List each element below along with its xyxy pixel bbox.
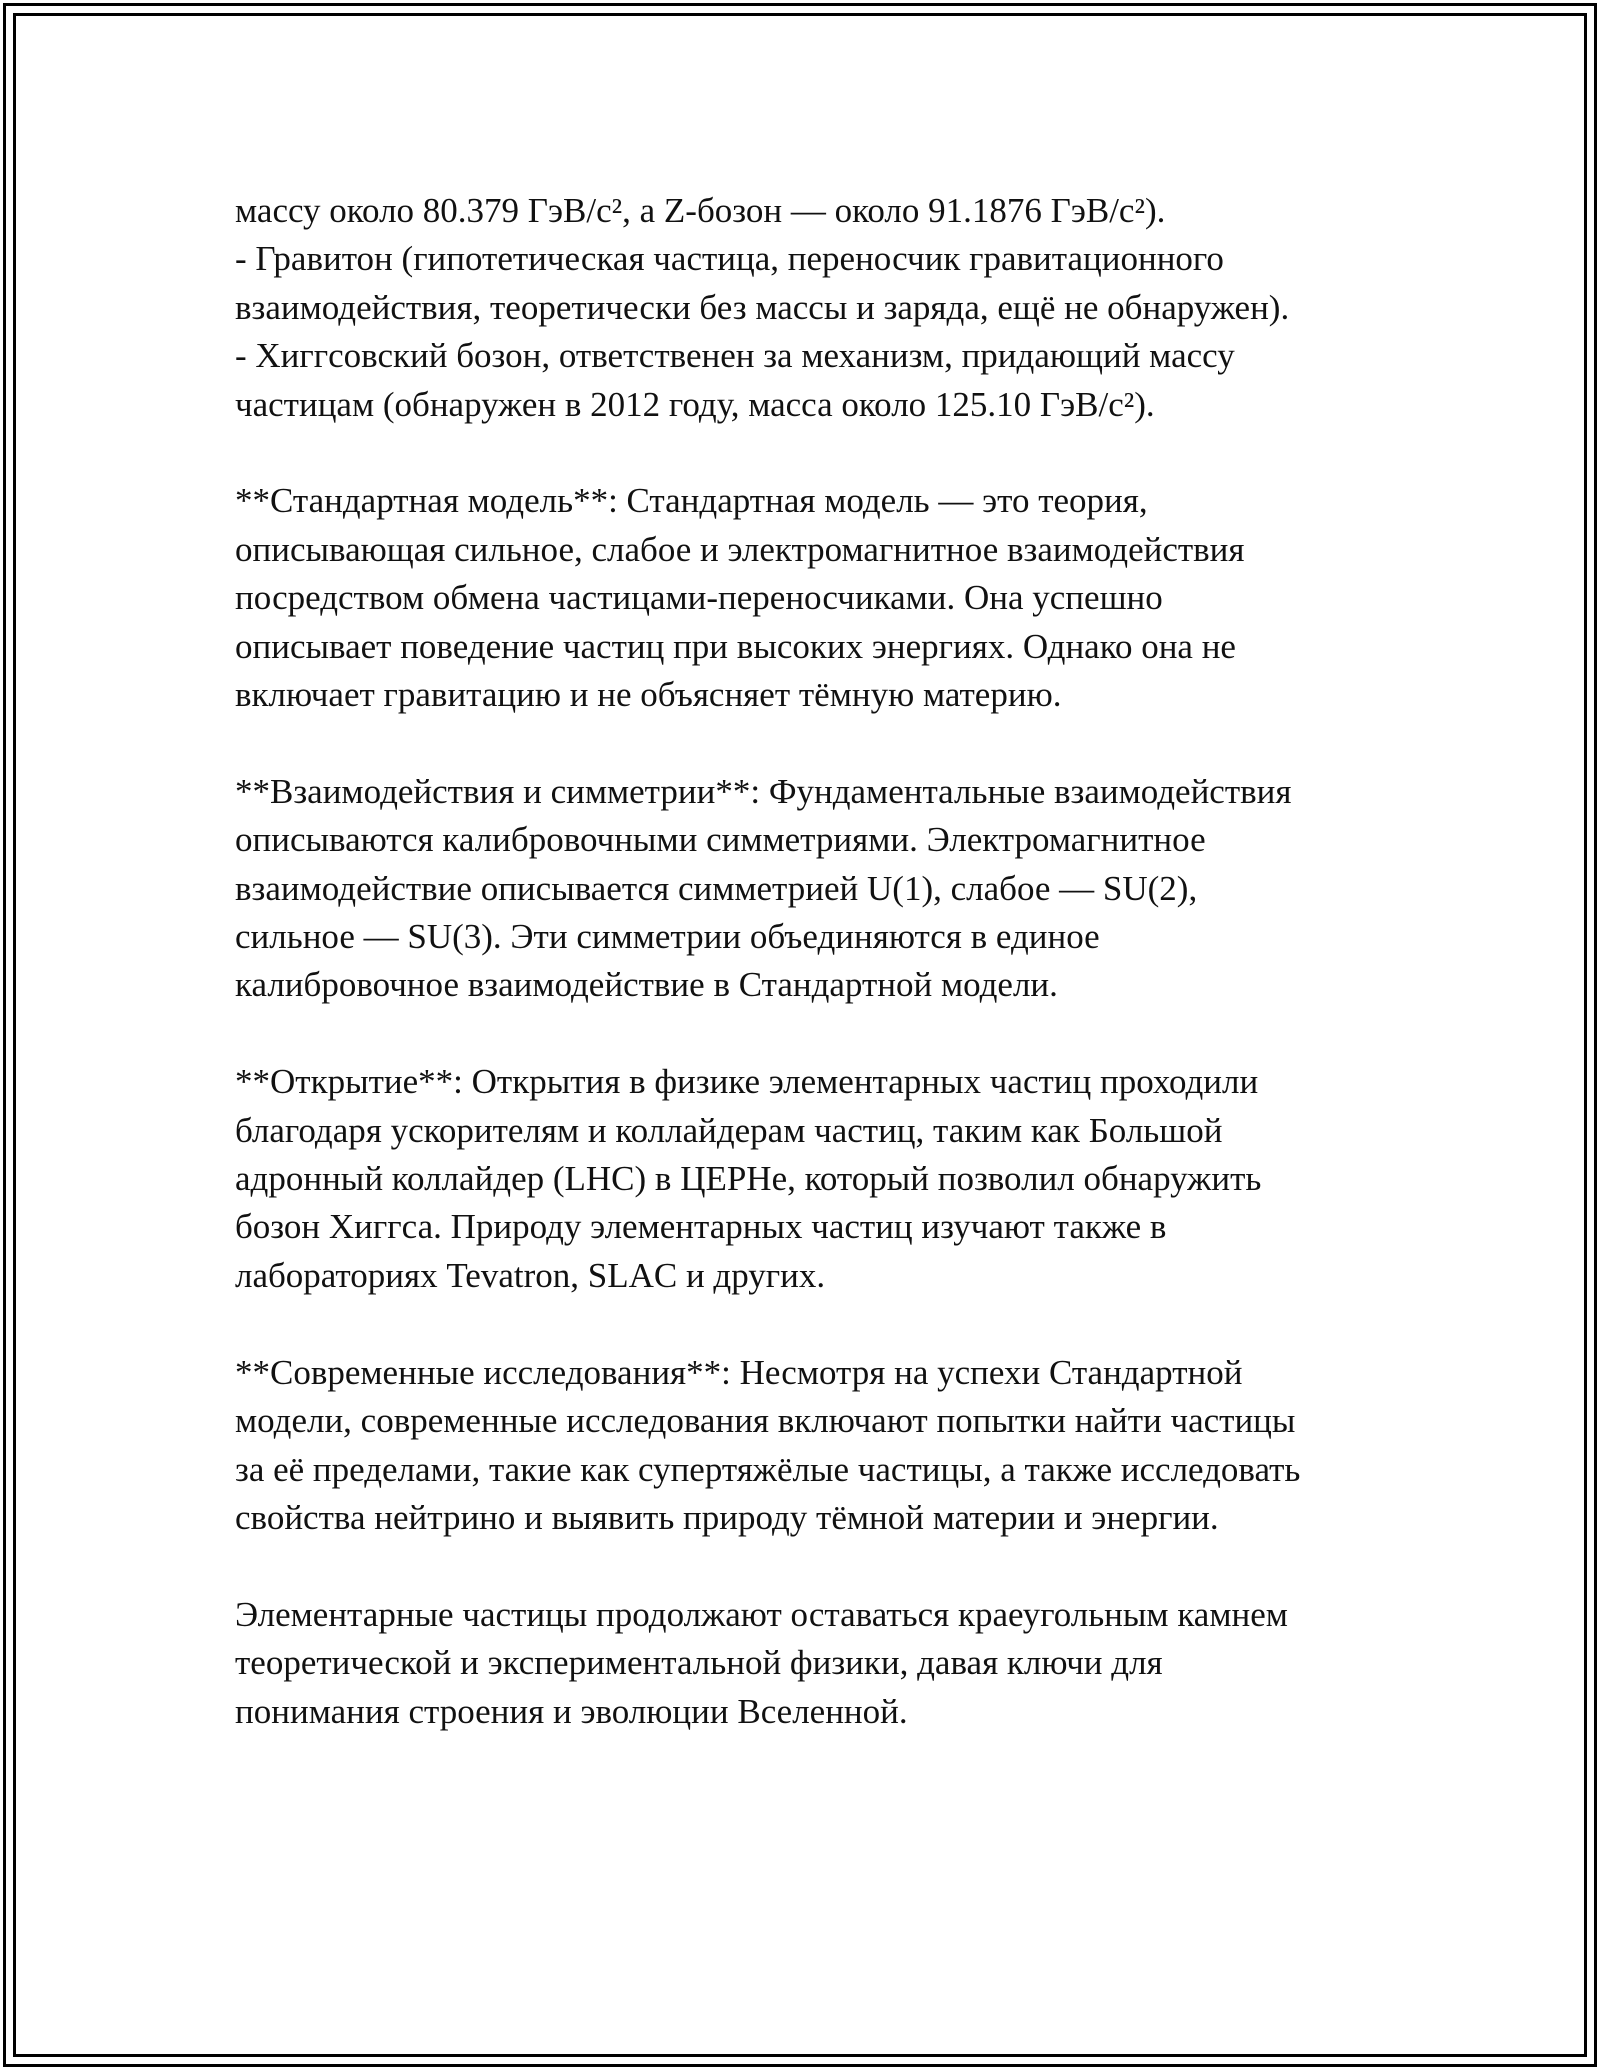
- text-line: описывает поведение частиц при высоких энергиях. Однако она не: [235, 626, 1236, 666]
- text-line: взаимодействия, теоретически без массы и заряда, ещё не обнаружен).: [235, 287, 1290, 327]
- text-line: описываются калибровочными симметриями. Электромагнитное: [235, 820, 1206, 860]
- paragraph-standard-model: [235, 477, 1395, 719]
- text-line: посредством обмена частицами-переносчиками. Она успешно: [235, 578, 1163, 618]
- text-line: описывающая сильное, слабое и электромагнитное взаимодействия: [235, 529, 1245, 569]
- text-line: свойства нейтрино и выявить природу тёмной материи и энергии.: [235, 1497, 1219, 1537]
- paragraph-modern-research: [235, 1349, 1395, 1543]
- text-line: Элементарные частицы продолжают оставаться краеугольным камнем: [235, 1594, 1288, 1634]
- paragraph-discovery: [235, 1058, 1395, 1300]
- paragraph-conclusion: [235, 1591, 1395, 1736]
- text-line: теоретической и экспериментальной физики, давая ключи для: [235, 1643, 1163, 1683]
- text-line: благодаря ускорителям и коллайдерам частиц, таким как Большой: [235, 1110, 1223, 1150]
- text-line: калибровочное взаимодействие в Стандартной модели.: [235, 965, 1058, 1005]
- document-body: [235, 187, 1395, 1784]
- text-line: модели, современные исследования включают попытки найти частицы: [235, 1401, 1296, 1441]
- text-line: - Гравитон (гипотетическая частица, переносчик гравитационного: [235, 239, 1224, 279]
- text-line: взаимодействие описывается симметрией U(1), слабое — SU(2),: [235, 868, 1198, 908]
- text-line: - Хиггсовский бозон, ответственен за механизм, придающий массу: [235, 336, 1235, 376]
- text-line: бозон Хиггса. Природу элементарных частиц изучают также в: [235, 1207, 1167, 1247]
- paragraph-interactions-symmetries: [235, 768, 1395, 1010]
- text-line: **Открытие**: Открытия в физике элементарных частиц проходили: [235, 1062, 1259, 1102]
- text-line: частицам (обнаружен в 2012 году, масса около 125.10 ГэВ/c²).: [235, 384, 1155, 424]
- text-line: лабораториях Tevatron, SLAC и других.: [235, 1255, 826, 1295]
- text-line: **Современные исследования**: Несмотря на успехи Стандартной: [235, 1352, 1243, 1392]
- text-line: **Стандартная модель**: Стандартная модель — это теория,: [235, 481, 1148, 521]
- text-line: **Взаимодействия и симметрии**: Фундаментальные взаимодействия: [235, 771, 1292, 811]
- text-line: адронный коллайдер (LHC) в ЦЕРНе, который позволил обнаружить: [235, 1159, 1262, 1199]
- paragraph-bosons-list: [235, 187, 1395, 429]
- text-line: включает гравитацию и не объясняет тёмную материю.: [235, 675, 1062, 715]
- text-line: массу около 80.379 ГэВ/c², а Z-бозон — около 91.1876 ГэВ/c²).: [235, 191, 1166, 230]
- text-line: за её пределами, такие как супертяжёлые частицы, а также исследовать: [235, 1449, 1301, 1489]
- text-line: сильное — SU(3). Эти симметрии объединяются в единое: [235, 917, 1100, 957]
- text-line: понимания строения и эволюции Вселенной.: [235, 1691, 908, 1731]
